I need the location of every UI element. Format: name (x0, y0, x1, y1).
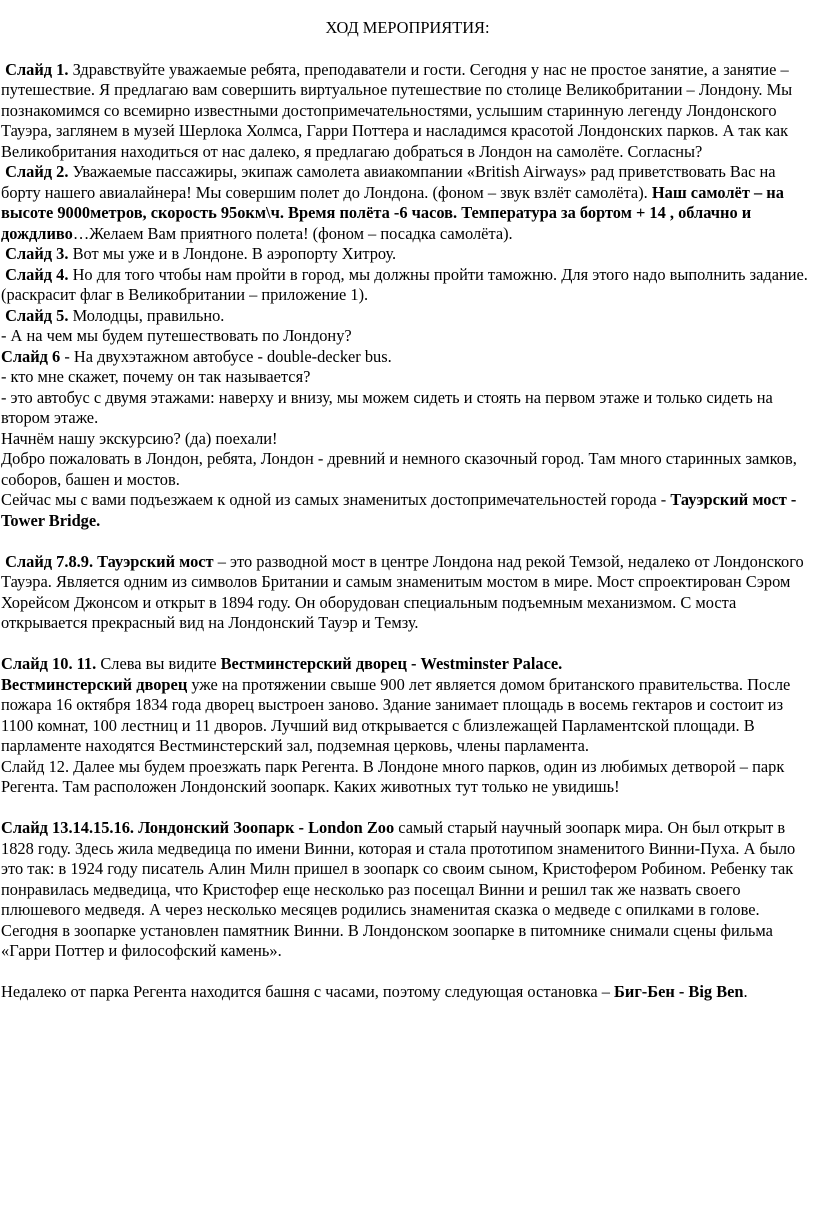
tower-bridge-heading: Тауэрский мост - Tower Bridge. (1, 490, 797, 530)
spacer (1, 798, 814, 819)
slide-4-text: Но для того чтобы нам пройти в город, мы должны пройти таможню. Для этого надо выполнить задание. (68, 264, 808, 284)
big-ben-heading: Биг-Бен - Big Ben (614, 982, 744, 1001)
welcome-text: Добро пожаловать в Лондон, ребята, Лондон - древний и немного сказочный город. Там много старинных замков, соборов, башен и мостов. (1, 449, 797, 489)
flight-info: Наш самолёт – на высоте 9000метров, скорость 95окм\ч. Время полёта -6 часов. Температура за бортом + 14 , облачно и дождливо (1, 182, 784, 243)
approach-text: Сейчас мы с вами подъезжаем к одной из самых знаменитых достопримечательностей города - (1, 490, 671, 509)
slide-6-paragraph (1, 347, 814, 368)
slide-1-label: Слайд 1. (5, 59, 69, 79)
slide-6-text: - На двухэтажном автобусе - double-decker bus. (60, 346, 392, 366)
slide-13-paragraph (1, 818, 814, 962)
spacer (1, 962, 814, 983)
approach-paragraph (1, 490, 814, 531)
bus-answer: - это автобус с двумя этажами: наверху и внизу, мы можем сидеть и стоять на первом этаже и только сидеть на втором этаже. (1, 387, 773, 427)
westminster-paragraph (1, 675, 814, 757)
slide-2-label: Слайд 2. (5, 162, 69, 181)
slide-2-paragraph (1, 162, 814, 244)
slide-5-text: Молодцы, правильно. (68, 305, 225, 325)
westminster-term: Вестминстерский дворец (1, 674, 188, 694)
slide-4-note: (раскрасит флаг в Великобритании – приложение 1). (1, 285, 369, 304)
westminster-heading: Вестминстерский дворец - Westminster Palace. (220, 654, 563, 673)
slide-7-label: Слайд 7.8.9. Тауэрский мост (5, 551, 214, 571)
spacer (1, 634, 814, 655)
slide-3-text: Вот мы уже и в Лондоне. В аэропорту Хитроу. (68, 244, 397, 263)
slide-4-label: Слайд 4. (5, 264, 69, 284)
slide-12-paragraph: Слайд 12. Далее мы будем проезжать парк Регента. В Лондоне много парков, один из любимых детворой – парк Регента. Там расположен Лондонский зоопарк. Каких животных тут только не увидишь! (1, 756, 785, 796)
slide-10-text: Слева вы видите (96, 654, 221, 673)
slide-1-text: Здравствуйте уважаемые ребята, преподаватели и гости. Сегодня у нас не простое занятие, а занятие – путешествие. Я предлагаю вам совершить виртуальное путешествие по столице Великобритании – Лондону. Мы познакомимся со всемирно известными достопримечательностями, услышим старинную легенду Лондонского Тауэра, заглянем в музей Шерлока Холмса, Гарри Поттера и насладимся красотой Лондонских парков. А так как Великобритания находиться от нас далеко, я предлагаю добраться в Лондон на самолёте. Согласны? (1, 59, 793, 161)
slide-2-text: Уважаемые пассажиры, экипаж самолета авиакомпании «British Airways» рад приветствовать Вас на борту нашего авиалайнера! Мы совершим полет до Лондона. (фоном – звук взлёт самолёта). (1, 162, 776, 202)
big-ben-text: Недалеко от парка Регента находится башня с часами, поэтому следующая остановка – (1, 982, 615, 1001)
tour-start: Начнём нашу экскурсию? (да) поехали! (1, 428, 278, 448)
transport-question: - А на чем мы будем путешествовать по Лондону? (1, 326, 352, 345)
page-title: ХОД МЕРОПРИЯТИЯ: (325, 18, 490, 37)
slide-1-paragraph (1, 60, 814, 163)
slide-3-label: Слайд 3. (5, 244, 69, 263)
slide-4-paragraph (1, 265, 814, 286)
slide-3-paragraph (1, 244, 814, 265)
slide-13-text: самый старый научный зоопарк мира. Он был открыт в 1828 году. Здесь жила медведица по имени Винни, которая и стала прототипом знаменитого Винни-Пуха. А было это так: в 1924 году писатель Алин Милн пришел в зоопарк со своим сыном, Кристофером Робином. Ребенку так понравилась медведица, что Кристофер еще несколько раз посещал Винни и решил так же назвать своего плюшевого медведя. А через несколько месяцев родились знаменитая сказка о медведе с опилками в голове. Сегодня в зоопарке установлен памятник Винни. В Лондонском зоопарке в питомнике снимали сцены фильма «Гарри Поттер и философский камень». (1, 818, 796, 960)
slide-5-paragraph (1, 306, 814, 327)
big-ben-paragraph (1, 982, 814, 1003)
slide-6-label: Слайд 6 (1, 346, 61, 366)
spacer (1, 531, 814, 552)
slide-2-text-end: …Желаем Вам приятного полета! (фоном – посадка самолёта). (72, 223, 513, 243)
westminster-text: уже на протяжении свыше 900 лет является домом британского правительства. После пожара 16 октября 1834 года дворец выстроен заново. Здание занимает площадь в восемь гектаров и состоит из 1100 комнат, 100 лестниц и 11 дворов. Лучший вид открывается с близлежащей Парламентской площади. В парламенте находятся Вестминстерский зал, подземная церковь, члены парламента. (1, 674, 791, 755)
slide-7-paragraph (1, 552, 814, 634)
slide-13-label: Слайд 13.14.15.16. Лондонский Зоопарк - London Zoo (1, 818, 395, 837)
slide-7-text: – это разводной мост в центре Лондона над рекой Темзой, недалеко от Лондонского Тауэра. Является одним из символов Британии и самым знаменитым мостом в мире. Мост спроектирован Сэром Хорейсом Джонсом и открыт в 1894 году. Он оборудован специальным подъемным механизмом. С моста открывается прекрасный вид на Лондонский Тауэр и Темзу. (1, 551, 804, 632)
big-ben-end: . (743, 982, 748, 1001)
bus-question: - кто мне скажет, почему он так называется? (1, 367, 311, 386)
slide-5-label: Слайд 5. (5, 305, 69, 325)
slide-10-paragraph (1, 654, 814, 675)
slide-10-label: Слайд 10. 11. (1, 654, 97, 673)
